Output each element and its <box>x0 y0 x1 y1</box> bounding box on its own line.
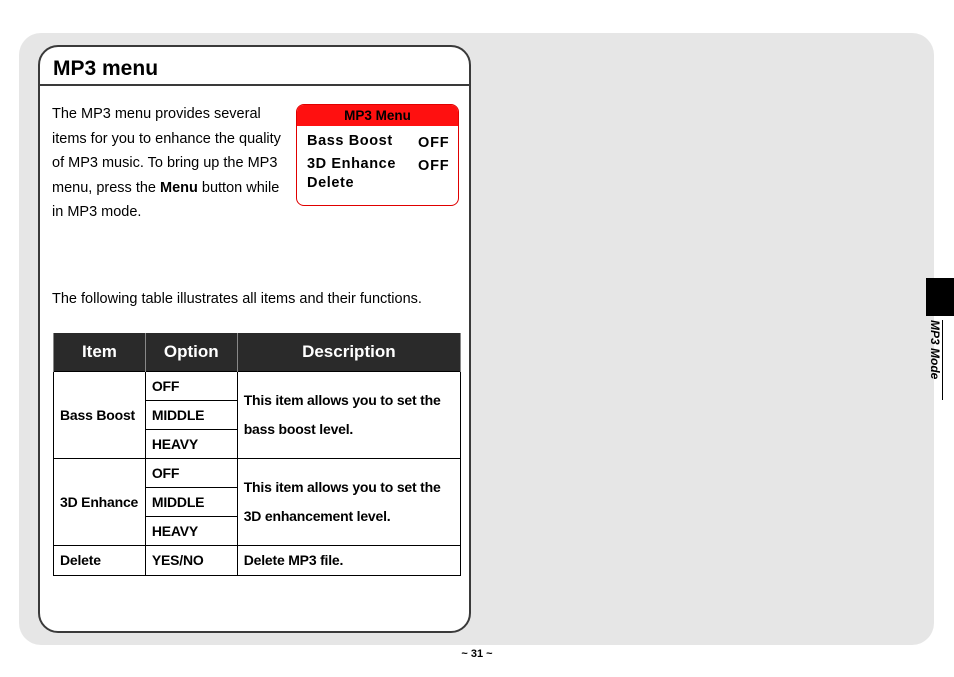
description-cell: This item allows you to set the 3D enhancement level. <box>237 458 460 545</box>
option-cell: YES/NO <box>145 545 237 575</box>
menu-item-bass-boost: Bass Boost <box>307 133 393 149</box>
intro-paragraph <box>52 102 292 225</box>
side-tab <box>926 320 943 400</box>
functions-table <box>53 333 461 576</box>
table-intro: The following table illustrates all items and their functions. <box>52 291 422 307</box>
description-cell: Delete MP3 file. <box>237 545 460 575</box>
table-row <box>54 371 461 400</box>
side-tab-marker <box>926 278 954 316</box>
item-cell: Delete <box>54 545 146 575</box>
table-row <box>54 545 461 575</box>
option-cell: MIDDLE <box>145 487 237 516</box>
page-number: ~ 31 ~ <box>461 648 493 660</box>
content-card <box>38 45 471 633</box>
header-item: Item <box>54 333 146 371</box>
mp3-menu-screen <box>296 104 459 206</box>
description-cell: This item allows you to set the bass boost level. <box>237 371 460 458</box>
option-cell: HEAVY <box>145 516 237 545</box>
menu-value-bass-boost: OFF <box>418 135 450 151</box>
intro-text-bold: Menu <box>160 179 198 196</box>
intro-text-start: The MP3 menu provides several items for you to enhance the quality of MP3 music. To bring up the MP3 menu, press the <box>52 106 281 196</box>
option-cell: OFF <box>145 371 237 400</box>
menu-item-3d-enhance: 3D Enhance <box>307 156 396 172</box>
item-cell: 3D Enhance <box>54 458 146 545</box>
option-cell: HEAVY <box>145 429 237 458</box>
table-row <box>54 458 461 487</box>
menu-item-delete: Delete <box>307 175 355 191</box>
header-description: Description <box>237 333 460 371</box>
side-tab-label: MP3 Mode <box>928 320 942 380</box>
mp3-menu-header: MP3 Menu <box>297 105 458 126</box>
table-header-row <box>54 333 461 371</box>
intro-text-end: button while in MP3 mode. <box>52 179 280 220</box>
title-divider <box>40 84 469 86</box>
header-option: Option <box>145 333 237 371</box>
section-title: MP3 menu <box>53 57 159 80</box>
option-cell: OFF <box>145 458 237 487</box>
item-cell: Bass Boost <box>54 371 146 458</box>
option-cell: MIDDLE <box>145 400 237 429</box>
menu-value-3d-enhance: OFF <box>418 158 450 174</box>
